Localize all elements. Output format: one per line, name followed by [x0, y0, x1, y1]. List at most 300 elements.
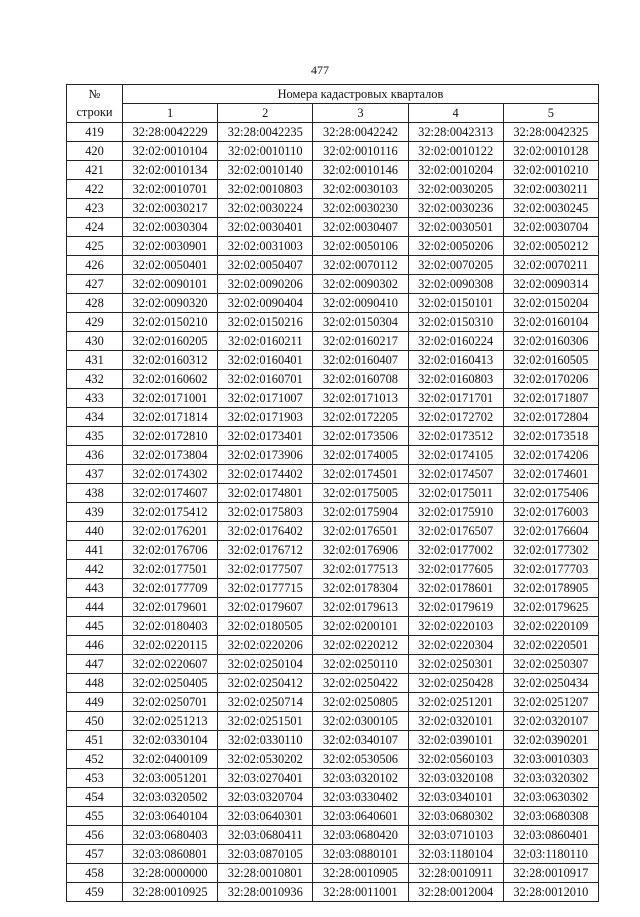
header-col-3: 3	[313, 104, 408, 123]
cadastral-number-cell: 32:03:0680308	[503, 807, 598, 826]
cadastral-number-cell: 32:02:0176402	[218, 522, 313, 541]
cadastral-number-cell: 32:02:0179613	[313, 598, 408, 617]
cadastral-number-cell: 32:02:0177605	[408, 560, 503, 579]
row-number-cell: 453	[67, 769, 123, 788]
table-row	[67, 370, 599, 389]
table-row	[67, 617, 599, 636]
cadastral-number-cell: 32:02:0220501	[503, 636, 598, 655]
cadastral-number-cell: 32:02:0177715	[218, 579, 313, 598]
cadastral-number-cell: 32:02:0175803	[218, 503, 313, 522]
cadastral-number-cell: 32:03:0860801	[123, 845, 218, 864]
cadastral-number-cell: 32:02:0560103	[408, 750, 503, 769]
table-row	[67, 845, 599, 864]
cadastral-number-cell: 32:02:0090101	[123, 275, 218, 294]
cadastral-number-cell: 32:02:0250714	[218, 693, 313, 712]
cadastral-number-cell: 32:02:0090410	[313, 294, 408, 313]
cadastral-number-cell: 32:02:0174005	[313, 446, 408, 465]
cadastral-number-cell: 32:02:0176706	[123, 541, 218, 560]
cadastral-number-cell: 32:02:0250412	[218, 674, 313, 693]
table-row	[67, 674, 599, 693]
cadastral-number-cell: 32:02:0160708	[313, 370, 408, 389]
cadastral-number-cell: 32:02:0340107	[313, 731, 408, 750]
row-number-cell: 430	[67, 332, 123, 351]
cadastral-number-cell: 32:02:0160104	[503, 313, 598, 332]
cadastral-number-cell: 32:02:0160505	[503, 351, 598, 370]
cadastral-number-cell: 32:02:0030205	[408, 180, 503, 199]
cadastral-number-cell: 32:02:0010116	[313, 142, 408, 161]
cadastral-number-cell: 32:02:0160211	[218, 332, 313, 351]
table-row	[67, 275, 599, 294]
cadastral-number-cell: 32:02:0175011	[408, 484, 503, 503]
cadastral-number-cell: 32:02:0330110	[218, 731, 313, 750]
cadastral-number-cell: 32:02:0320107	[503, 712, 598, 731]
cadastral-number-cell: 32:03:0680411	[218, 826, 313, 845]
cadastral-number-cell: 32:02:0177703	[503, 560, 598, 579]
row-number-cell: 450	[67, 712, 123, 731]
row-number-cell: 423	[67, 199, 123, 218]
cadastral-number-cell: 32:02:0010104	[123, 142, 218, 161]
cadastral-number-cell: 32:02:0220109	[503, 617, 598, 636]
table-row	[67, 541, 599, 560]
cadastral-number-cell: 32:28:0010905	[313, 864, 408, 883]
row-number-cell: 436	[67, 446, 123, 465]
cadastral-number-cell: 32:02:0010701	[123, 180, 218, 199]
cadastral-number-cell: 32:02:0177507	[218, 560, 313, 579]
row-number-cell: 446	[67, 636, 123, 655]
cadastral-number-cell: 32:02:0090314	[503, 275, 598, 294]
cadastral-number-cell: 32:28:0000000	[123, 864, 218, 883]
cadastral-number-cell: 32:02:0070112	[313, 256, 408, 275]
row-number-cell: 458	[67, 864, 123, 883]
table-row	[67, 712, 599, 731]
cadastral-number-cell: 32:02:0031003	[218, 237, 313, 256]
cadastral-number-cell: 32:02:0220206	[218, 636, 313, 655]
cadastral-number-cell: 32:02:0173401	[218, 427, 313, 446]
row-number-cell: 432	[67, 370, 123, 389]
table-row	[67, 218, 599, 237]
cadastral-number-cell: 32:02:0030901	[123, 237, 218, 256]
row-number-cell: 445	[67, 617, 123, 636]
cadastral-number-cell: 32:02:0010134	[123, 161, 218, 180]
cadastral-number-cell: 32:28:0042242	[313, 123, 408, 142]
row-number-cell: 443	[67, 579, 123, 598]
cadastral-number-cell: 32:02:0030103	[313, 180, 408, 199]
cadastral-number-cell: 32:02:0174501	[313, 465, 408, 484]
cadastral-number-cell: 32:03:0860401	[503, 826, 598, 845]
cadastral-number-cell: 32:02:0176507	[408, 522, 503, 541]
row-number-cell: 419	[67, 123, 123, 142]
cadastral-number-cell: 32:28:0012010	[503, 883, 598, 902]
cadastral-number-cell: 32:03:0880101	[313, 845, 408, 864]
cadastral-number-cell: 32:02:0090320	[123, 294, 218, 313]
header-col-2: 2	[218, 104, 313, 123]
table-row	[67, 199, 599, 218]
cadastral-number-cell: 32:02:0160217	[313, 332, 408, 351]
cadastral-number-cell: 32:02:0050407	[218, 256, 313, 275]
row-number-cell: 459	[67, 883, 123, 902]
cadastral-number-cell: 32:02:0070205	[408, 256, 503, 275]
cadastral-number-cell: 32:03:0010303	[503, 750, 598, 769]
cadastral-number-cell: 32:02:0251501	[218, 712, 313, 731]
cadastral-number-cell: 32:02:0250428	[408, 674, 503, 693]
cadastral-number-cell: 32:28:0042229	[123, 123, 218, 142]
cadastral-number-cell: 32:02:0174801	[218, 484, 313, 503]
cadastral-number-cell: 32:03:0320704	[218, 788, 313, 807]
cadastral-number-cell: 32:02:0300105	[313, 712, 408, 731]
cadastral-number-cell: 32:02:0170206	[503, 370, 598, 389]
cadastral-number-cell: 32:03:0680420	[313, 826, 408, 845]
cadastral-number-cell: 32:02:0150204	[503, 294, 598, 313]
cadastral-number-cell: 32:02:0200101	[313, 617, 408, 636]
cadastral-number-cell: 32:02:0174105	[408, 446, 503, 465]
table-row	[67, 237, 599, 256]
cadastral-number-cell: 32:02:0530506	[313, 750, 408, 769]
header-no: №	[67, 85, 123, 104]
cadastral-number-cell: 32:28:0010936	[218, 883, 313, 902]
cadastral-quarters-table	[66, 84, 599, 902]
table-row	[67, 655, 599, 674]
header-col-1: 1	[123, 104, 218, 123]
cadastral-number-cell: 32:02:0176201	[123, 522, 218, 541]
table-row	[67, 313, 599, 332]
cadastral-number-cell: 32:03:0870105	[218, 845, 313, 864]
cadastral-number-cell: 32:02:0174302	[123, 465, 218, 484]
row-number-cell: 442	[67, 560, 123, 579]
row-number-cell: 427	[67, 275, 123, 294]
cadastral-number-cell: 32:02:0030304	[123, 218, 218, 237]
cadastral-number-cell: 32:03:0640104	[123, 807, 218, 826]
cadastral-number-cell: 32:03:0630302	[503, 788, 598, 807]
cadastral-number-cell: 32:02:0070211	[503, 256, 598, 275]
cadastral-number-cell: 32:02:0173512	[408, 427, 503, 446]
cadastral-number-cell: 32:02:0172702	[408, 408, 503, 427]
cadastral-number-cell: 32:02:0220115	[123, 636, 218, 655]
cadastral-number-cell: 32:02:0030245	[503, 199, 598, 218]
cadastral-number-cell: 32:03:0710103	[408, 826, 503, 845]
cadastral-number-cell: 32:28:0042235	[218, 123, 313, 142]
cadastral-number-cell: 32:03:0320502	[123, 788, 218, 807]
cadastral-number-cell: 32:02:0175910	[408, 503, 503, 522]
table-row	[67, 864, 599, 883]
table-row	[67, 180, 599, 199]
cadastral-number-cell: 32:02:0250405	[123, 674, 218, 693]
row-number-cell: 425	[67, 237, 123, 256]
cadastral-number-cell: 32:02:0030704	[503, 218, 598, 237]
table-row	[67, 807, 599, 826]
cadastral-number-cell: 32:03:0680302	[408, 807, 503, 826]
cadastral-number-cell: 32:02:0010204	[408, 161, 503, 180]
cadastral-number-cell: 32:02:0171903	[218, 408, 313, 427]
cadastral-number-cell: 32:03:0051201	[123, 769, 218, 788]
table-row	[67, 446, 599, 465]
cadastral-number-cell: 32:02:0251201	[408, 693, 503, 712]
table-row	[67, 408, 599, 427]
cadastral-number-cell: 32:02:0174607	[123, 484, 218, 503]
cadastral-number-cell: 32:02:0530202	[218, 750, 313, 769]
cadastral-number-cell: 32:02:0179625	[503, 598, 598, 617]
table-row	[67, 484, 599, 503]
cadastral-number-cell: 32:02:0160803	[408, 370, 503, 389]
cadastral-number-cell: 32:02:0176712	[218, 541, 313, 560]
cadastral-number-cell: 32:28:0010917	[503, 864, 598, 883]
table-row	[67, 731, 599, 750]
cadastral-number-cell: 32:02:0171013	[313, 389, 408, 408]
cadastral-number-cell: 32:02:0179619	[408, 598, 503, 617]
cadastral-number-cell: 32:02:0176906	[313, 541, 408, 560]
table-row	[67, 769, 599, 788]
cadastral-number-cell: 32:02:0174206	[503, 446, 598, 465]
cadastral-number-cell: 32:28:0042313	[408, 123, 503, 142]
cadastral-number-cell: 32:02:0174402	[218, 465, 313, 484]
cadastral-number-cell: 32:02:0250104	[218, 655, 313, 674]
cadastral-number-cell: 32:02:0010210	[503, 161, 598, 180]
cadastral-number-cell: 32:02:0176501	[313, 522, 408, 541]
cadastral-number-cell: 32:02:0172804	[503, 408, 598, 427]
table-body	[67, 123, 599, 902]
row-number-cell: 440	[67, 522, 123, 541]
row-number-cell: 457	[67, 845, 123, 864]
cadastral-number-cell: 32:02:0050212	[503, 237, 598, 256]
cadastral-number-cell: 32:02:0251207	[503, 693, 598, 712]
cadastral-number-cell: 32:02:0179601	[123, 598, 218, 617]
cadastral-number-cell: 32:02:0250701	[123, 693, 218, 712]
cadastral-number-cell: 32:02:0177302	[503, 541, 598, 560]
cadastral-number-cell: 32:02:0178304	[313, 579, 408, 598]
cadastral-number-cell: 32:02:0400109	[123, 750, 218, 769]
cadastral-number-cell: 32:02:0180505	[218, 617, 313, 636]
cadastral-number-cell: 32:02:0010803	[218, 180, 313, 199]
row-number-cell: 438	[67, 484, 123, 503]
table-row	[67, 579, 599, 598]
cadastral-number-cell: 32:03:0320102	[313, 769, 408, 788]
cadastral-number-cell: 32:02:0175005	[313, 484, 408, 503]
cadastral-number-cell: 32:28:0010911	[408, 864, 503, 883]
cadastral-number-cell: 32:02:0150101	[408, 294, 503, 313]
cadastral-number-cell: 32:02:0030211	[503, 180, 598, 199]
cadastral-number-cell: 32:02:0178905	[503, 579, 598, 598]
row-number-cell: 437	[67, 465, 123, 484]
cadastral-number-cell: 32:02:0250422	[313, 674, 408, 693]
table-row	[67, 750, 599, 769]
cadastral-number-cell: 32:03:0340101	[408, 788, 503, 807]
cadastral-number-cell: 32:02:0174507	[408, 465, 503, 484]
cadastral-number-cell: 32:02:0090206	[218, 275, 313, 294]
table-row	[67, 598, 599, 617]
cadastral-number-cell: 32:02:0030401	[218, 218, 313, 237]
cadastral-number-cell: 32:02:0050401	[123, 256, 218, 275]
table-row	[67, 142, 599, 161]
table-row	[67, 883, 599, 902]
cadastral-number-cell: 32:02:0010110	[218, 142, 313, 161]
row-number-cell: 456	[67, 826, 123, 845]
cadastral-number-cell: 32:03:0640301	[218, 807, 313, 826]
table-row	[67, 503, 599, 522]
cadastral-number-cell: 32:02:0150304	[313, 313, 408, 332]
row-number-cell: 439	[67, 503, 123, 522]
cadastral-number-cell: 32:02:0030236	[408, 199, 503, 218]
cadastral-number-cell: 32:02:0180403	[123, 617, 218, 636]
cadastral-number-cell: 32:02:0160413	[408, 351, 503, 370]
cadastral-number-cell: 32:03:0640601	[313, 807, 408, 826]
cadastral-number-cell: 32:02:0150216	[218, 313, 313, 332]
cadastral-number-cell: 32:02:0160205	[123, 332, 218, 351]
table-row	[67, 294, 599, 313]
header-col-5: 5	[503, 104, 598, 123]
cadastral-number-cell: 32:02:0177002	[408, 541, 503, 560]
cadastral-number-cell: 32:02:0220607	[123, 655, 218, 674]
cadastral-number-cell: 32:02:0177501	[123, 560, 218, 579]
table-row	[67, 465, 599, 484]
table-row	[67, 256, 599, 275]
table-row	[67, 522, 599, 541]
cadastral-number-cell: 32:02:0010128	[503, 142, 598, 161]
cadastral-number-cell: 32:03:0320108	[408, 769, 503, 788]
page-number: 477	[311, 63, 329, 77]
row-number-cell: 421	[67, 161, 123, 180]
cadastral-number-cell: 32:28:0011001	[313, 883, 408, 902]
cadastral-number-cell: 32:02:0390101	[408, 731, 503, 750]
row-number-cell: 444	[67, 598, 123, 617]
table-row	[67, 161, 599, 180]
cadastral-number-cell: 32:02:0251213	[123, 712, 218, 731]
table-row	[67, 351, 599, 370]
cadastral-number-cell: 32:02:0250110	[313, 655, 408, 674]
table-row	[67, 560, 599, 579]
cadastral-number-cell: 32:02:0250434	[503, 674, 598, 693]
cadastral-number-cell: 32:03:0680403	[123, 826, 218, 845]
cadastral-number-cell: 32:02:0220304	[408, 636, 503, 655]
row-number-cell: 448	[67, 674, 123, 693]
cadastral-number-cell: 32:02:0330104	[123, 731, 218, 750]
table-row	[67, 427, 599, 446]
table-row	[67, 788, 599, 807]
row-number-cell: 435	[67, 427, 123, 446]
cadastral-number-cell: 32:02:0250307	[503, 655, 598, 674]
cadastral-number-cell: 32:02:0050106	[313, 237, 408, 256]
cadastral-number-cell: 32:02:0150210	[123, 313, 218, 332]
cadastral-number-cell: 32:02:0160306	[503, 332, 598, 351]
row-number-cell: 455	[67, 807, 123, 826]
cadastral-number-cell: 32:02:0173506	[313, 427, 408, 446]
header-row-top	[67, 85, 599, 104]
table-row	[67, 636, 599, 655]
cadastral-number-cell: 32:02:0090302	[313, 275, 408, 294]
table-row	[67, 332, 599, 351]
table-row	[67, 826, 599, 845]
cadastral-number-cell: 32:02:0160224	[408, 332, 503, 351]
header-row-bottom	[67, 104, 599, 123]
cadastral-number-cell: 32:02:0177513	[313, 560, 408, 579]
table-row	[67, 123, 599, 142]
cadastral-number-cell: 32:02:0175904	[313, 503, 408, 522]
cadastral-number-cell: 32:03:0270401	[218, 769, 313, 788]
row-number-cell: 429	[67, 313, 123, 332]
cadastral-number-cell: 32:02:0220212	[313, 636, 408, 655]
row-number-cell: 422	[67, 180, 123, 199]
cadastral-number-cell: 32:02:0171701	[408, 389, 503, 408]
cadastral-number-cell: 32:02:0030230	[313, 199, 408, 218]
row-number-cell: 451	[67, 731, 123, 750]
cadastral-number-cell: 32:28:0010925	[123, 883, 218, 902]
cadastral-number-cell: 32:02:0030501	[408, 218, 503, 237]
row-number-cell: 449	[67, 693, 123, 712]
table-row	[67, 693, 599, 712]
cadastral-number-cell: 32:02:0171007	[218, 389, 313, 408]
cadastral-number-cell: 32:28:0042325	[503, 123, 598, 142]
cadastral-number-cell: 32:02:0175406	[503, 484, 598, 503]
cadastral-number-cell: 32:02:0010146	[313, 161, 408, 180]
cadastral-number-cell: 32:02:0050206	[408, 237, 503, 256]
cadastral-number-cell: 32:02:0179607	[218, 598, 313, 617]
cadastral-number-cell: 32:02:0320101	[408, 712, 503, 731]
row-number-cell: 426	[67, 256, 123, 275]
row-number-cell: 454	[67, 788, 123, 807]
cadastral-number-cell: 32:02:0150310	[408, 313, 503, 332]
row-number-cell: 434	[67, 408, 123, 427]
cadastral-number-cell: 32:02:0172810	[123, 427, 218, 446]
cadastral-number-cell: 32:02:0171001	[123, 389, 218, 408]
cadastral-number-cell: 32:02:0171807	[503, 389, 598, 408]
cadastral-number-cell: 32:02:0176003	[503, 503, 598, 522]
cadastral-number-cell: 32:02:0030217	[123, 199, 218, 218]
cadastral-number-cell: 32:02:0160602	[123, 370, 218, 389]
cadastral-number-cell: 32:03:0320302	[503, 769, 598, 788]
cadastral-number-cell: 32:02:0090404	[218, 294, 313, 313]
row-number-cell: 452	[67, 750, 123, 769]
cadastral-number-cell: 32:02:0172205	[313, 408, 408, 427]
cadastral-number-cell: 32:02:0175412	[123, 503, 218, 522]
cadastral-number-cell: 32:02:0160401	[218, 351, 313, 370]
cadastral-number-cell: 32:02:0220103	[408, 617, 503, 636]
row-number-cell: 424	[67, 218, 123, 237]
cadastral-number-cell: 32:02:0176604	[503, 522, 598, 541]
cadastral-number-cell: 32:02:0250805	[313, 693, 408, 712]
cadastral-number-cell: 32:28:0012004	[408, 883, 503, 902]
row-number-cell: 420	[67, 142, 123, 161]
header-col-4: 4	[408, 104, 503, 123]
cadastral-number-cell: 32:02:0160312	[123, 351, 218, 370]
row-number-cell: 447	[67, 655, 123, 674]
cadastral-number-cell: 32:03:0330402	[313, 788, 408, 807]
header-group-title: Номера кадастровых кварталов	[123, 85, 599, 104]
cadastral-number-cell: 32:02:0010122	[408, 142, 503, 161]
row-number-cell: 433	[67, 389, 123, 408]
row-number-cell: 441	[67, 541, 123, 560]
cadastral-number-cell: 32:28:0010801	[218, 864, 313, 883]
cadastral-number-cell: 32:02:0177709	[123, 579, 218, 598]
cadastral-number-cell: 32:02:0010140	[218, 161, 313, 180]
cadastral-number-cell: 32:02:0160407	[313, 351, 408, 370]
cadastral-number-cell: 32:02:0030407	[313, 218, 408, 237]
table-row	[67, 389, 599, 408]
cadastral-number-cell: 32:02:0171814	[123, 408, 218, 427]
row-number-cell: 431	[67, 351, 123, 370]
cadastral-number-cell: 32:02:0173906	[218, 446, 313, 465]
cadastral-number-cell: 32:02:0250301	[408, 655, 503, 674]
row-number-cell: 428	[67, 294, 123, 313]
cadastral-number-cell: 32:03:1180104	[408, 845, 503, 864]
cadastral-number-cell: 32:02:0178601	[408, 579, 503, 598]
cadastral-number-cell: 32:02:0174601	[503, 465, 598, 484]
cadastral-number-cell: 32:03:1180110	[503, 845, 598, 864]
header-row-label: строки	[67, 104, 123, 123]
cadastral-number-cell: 32:02:0173804	[123, 446, 218, 465]
cadastral-number-cell: 32:02:0090308	[408, 275, 503, 294]
cadastral-number-cell: 32:02:0160701	[218, 370, 313, 389]
cadastral-number-cell: 32:02:0173518	[503, 427, 598, 446]
cadastral-number-cell: 32:02:0030224	[218, 199, 313, 218]
cadastral-number-cell: 32:02:0390201	[503, 731, 598, 750]
